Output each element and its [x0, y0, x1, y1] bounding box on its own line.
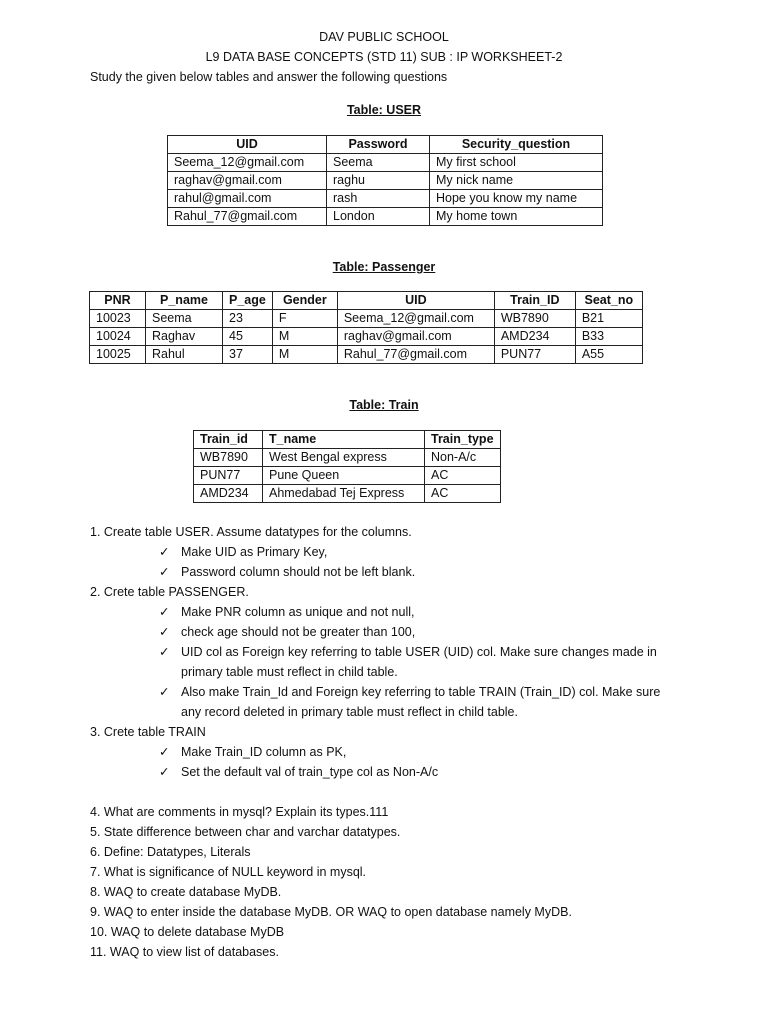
table-cell: Non-A/c	[425, 449, 501, 467]
table-row	[168, 172, 603, 190]
check-icon: ✓	[159, 645, 170, 659]
table-row	[168, 190, 603, 208]
table-cell: Seema	[146, 310, 223, 328]
table-header-row	[194, 431, 501, 449]
question-1: 1. Create table USER. Assume datatypes for the columns.	[90, 525, 412, 539]
table-cell: raghu	[327, 172, 430, 190]
sub-point-text: Make Train_ID column as PK,	[181, 745, 347, 759]
table-header-row	[90, 292, 643, 310]
table-cell: 10023	[90, 310, 146, 328]
table-cell: Rahul	[146, 346, 223, 364]
list-item	[159, 622, 415, 642]
table-cell: M	[272, 328, 337, 346]
table-cell: B33	[575, 328, 642, 346]
table-cell: Rahul_77@gmail.com	[168, 208, 327, 226]
question-9: 9. WAQ to enter inside the database MyDB. OR WAQ to open database namely MyDB.	[90, 905, 572, 919]
table-cell: WB7890	[194, 449, 263, 467]
sub-point-text: Make UID as Primary Key,	[181, 545, 328, 559]
table-cell: AMD234	[494, 328, 575, 346]
table-cell: B21	[575, 310, 642, 328]
table-cell: 23	[223, 310, 273, 328]
check-icon: ✓	[159, 545, 170, 559]
table-cell: West Bengal express	[263, 449, 425, 467]
list-item	[159, 762, 438, 782]
table-cell: M	[272, 346, 337, 364]
column-header: Train_id	[194, 431, 263, 449]
column-header: PNR	[90, 292, 146, 310]
list-item	[159, 682, 660, 702]
table-row	[194, 467, 501, 485]
table-cell: A55	[575, 346, 642, 364]
column-header: Password	[327, 136, 430, 154]
passenger-table-caption: Table: Passenger	[332, 260, 436, 274]
worksheet-subtitle: L9 DATA BASE CONCEPTS (STD 11) SUB : IP WORKSHEET-2	[205, 50, 563, 64]
sub-point-text: Password column should not be left blank.	[181, 565, 416, 579]
list-item	[159, 542, 327, 562]
list-item	[159, 562, 415, 582]
column-header: P_name	[146, 292, 223, 310]
question-10: 10. WAQ to delete database MyDB	[90, 925, 285, 939]
table-row	[90, 328, 643, 346]
table-cell: London	[327, 208, 430, 226]
question-5: 5. State difference between char and varchar datatypes.	[90, 825, 401, 839]
table-cell: My nick name	[430, 172, 603, 190]
question-6: 6. Define: Datatypes, Literals	[90, 845, 251, 859]
user-table	[167, 135, 603, 226]
table-cell: Rahul_77@gmail.com	[337, 346, 494, 364]
check-icon: ✓	[159, 625, 170, 639]
question-8: 8. WAQ to create database MyDB.	[90, 885, 282, 899]
list-item	[159, 742, 346, 762]
passenger-table	[89, 291, 643, 364]
sub-point-text: Also make Train_Id and Foreign key referring to table TRAIN (Train_ID) col. Make sure	[181, 685, 661, 699]
check-icon: ✓	[159, 765, 170, 779]
table-cell: rahul@gmail.com	[168, 190, 327, 208]
table-cell: 10024	[90, 328, 146, 346]
question-7: 7. What is significance of NULL keyword in mysql.	[90, 865, 367, 879]
sub-point-text: check age should not be greater than 100,	[181, 625, 416, 639]
table-cell: F	[272, 310, 337, 328]
question-4: 4. What are comments in mysql? Explain its types.111	[90, 805, 389, 819]
table-cell: PUN77	[194, 467, 263, 485]
check-icon: ✓	[159, 745, 170, 759]
table-row	[168, 154, 603, 172]
table-cell: PUN77	[494, 346, 575, 364]
column-header: Security_question	[430, 136, 603, 154]
table-row	[168, 208, 603, 226]
table-cell: Seema_12@gmail.com	[337, 310, 494, 328]
table-header-row	[168, 136, 603, 154]
sub-point-text: Set the default val of train_type col as Non-A/c	[181, 765, 439, 779]
table-row	[194, 449, 501, 467]
user-table-caption: Table: USER	[346, 103, 422, 117]
table-row	[90, 346, 643, 364]
table-cell: 37	[223, 346, 273, 364]
table-cell: Hope you know my name	[430, 190, 603, 208]
column-header: P_age	[223, 292, 273, 310]
question-11: 11. WAQ to view list of databases.	[90, 945, 279, 959]
table-cell: rash	[327, 190, 430, 208]
table-cell: raghav@gmail.com	[168, 172, 327, 190]
sub-point-text: UID col as Foreign key referring to table USER (UID) col. Make sure changes made in	[181, 645, 657, 659]
table-cell: WB7890	[494, 310, 575, 328]
sub-point-text: Make PNR column as unique and not null,	[181, 605, 415, 619]
table-cell: raghav@gmail.com	[337, 328, 494, 346]
train-table	[193, 430, 501, 503]
school-name: DAV PUBLIC SCHOOL	[319, 30, 449, 44]
column-header: Train_type	[425, 431, 501, 449]
question-3: 3. Crete table TRAIN	[90, 725, 206, 739]
list-item	[159, 602, 414, 622]
check-icon: ✓	[159, 605, 170, 619]
question-2: 2. Crete table PASSENGER.	[90, 585, 249, 599]
table-cell: 10025	[90, 346, 146, 364]
table-row	[194, 485, 501, 503]
table-cell: 45	[223, 328, 273, 346]
table-cell: My home town	[430, 208, 603, 226]
table-cell: Seema_12@gmail.com	[168, 154, 327, 172]
table-cell: AC	[425, 485, 501, 503]
column-header: Seat_no	[575, 292, 642, 310]
check-icon: ✓	[159, 685, 170, 699]
sub-point-continuation: any record deleted in primary table must reflect in child table.	[181, 705, 518, 719]
list-item	[159, 642, 657, 662]
check-icon: ✓	[159, 565, 170, 579]
table-cell: AC	[425, 467, 501, 485]
sub-point-continuation: primary table must reflect in child table.	[181, 665, 398, 679]
column-header: Gender	[272, 292, 337, 310]
train-table-caption: Table: Train	[349, 398, 419, 412]
instruction-text: Study the given below tables and answer the following questions	[90, 70, 448, 84]
column-header: Train_ID	[494, 292, 575, 310]
table-cell: Pune Queen	[263, 467, 425, 485]
table-row	[90, 310, 643, 328]
table-cell: Raghav	[146, 328, 223, 346]
table-cell: AMD234	[194, 485, 263, 503]
column-header: UID	[337, 292, 494, 310]
table-cell: Ahmedabad Tej Express	[263, 485, 425, 503]
table-cell: My first school	[430, 154, 603, 172]
table-cell: Seema	[327, 154, 430, 172]
column-header: UID	[168, 136, 327, 154]
column-header: T_name	[263, 431, 425, 449]
